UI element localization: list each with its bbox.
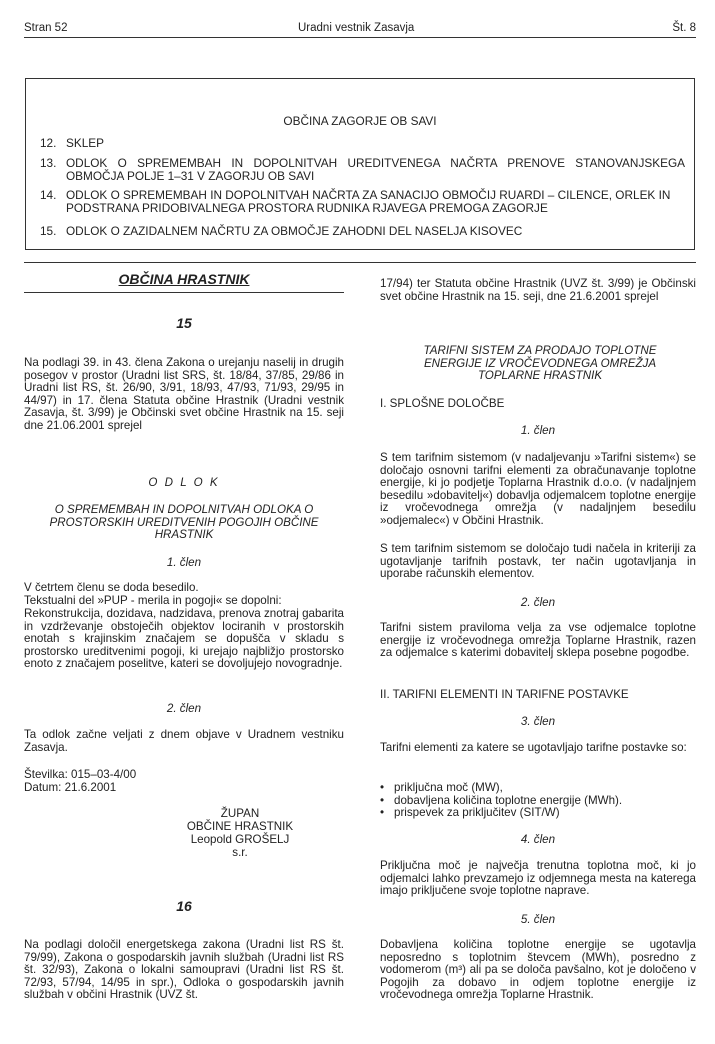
page-header [24, 22, 696, 36]
contents-item [40, 137, 685, 150]
article-text: Priključna moč je največja trenutna toplotna moč, ki jo odjemalci lahko prevzamejo iz odjemnega mesta na katerega imajo priključene svoje toplotne naprave. [380, 859, 696, 898]
article-text: Tarifni elementi za katere se ugotavljajo tarifne postavke so: [380, 741, 687, 754]
act-number: 15 [176, 315, 192, 331]
contents-title: OBČINA ZAGORJE OB SAVI [283, 114, 437, 128]
act-number: 16 [176, 898, 192, 914]
odlok-title: O SPREMEMBAH IN DOPOLNITVAH ODLOKA O PROSTORSKIH UREDITVENIH POGOJIH OBČINE HRASTNIK [49, 503, 319, 542]
article-text: S tem tarifnim sistemom (v nadaljevanju »Tarifni sistem«) se določajo osnovni tarifni elementi za obračunavanje toplotne energije, ki jo podjetje Toplarna Hrastnik d.o.o. (v nadaljnjem besedilu »dobavitelj«) dobavlja odjemalcem toplotne energije iz vročevodnega omrežja (v nadaljnjem besedilu »odjemalec«) v Občini Hrastnik. [380, 451, 696, 527]
municipality-heading: OBČINA HRASTNIK [118, 271, 250, 287]
contents-item [40, 189, 685, 214]
document-date: Datum: 21.6.2001 [24, 781, 117, 794]
tariff-elements-list [380, 782, 696, 820]
section-heading: I. SPLOŠNE DOLOČBE [380, 397, 505, 410]
contents-item [40, 225, 685, 238]
article-text: Dobavljena količina toplotne energije se ugotavlja neposredno s toplotnim števcem (MWh), posredno z vodomerom (m³) ali pa se določa pavšalno, kot je določeno v Pogojih za dobavo in odjem toplotne energije iz vročevodnega omrežja Toplarne Hrastnik. [380, 938, 696, 1002]
section-rule [24, 262, 696, 263]
list-item: • prispevek za priključitev (SIT/W) [380, 807, 696, 820]
signature-office: OBČINE HRASTNIK [186, 820, 294, 833]
article-heading: 1. člen [166, 556, 202, 569]
journal-title: Uradni vestnik Zasavja [298, 22, 415, 34]
intro-paragraph: Na podlagi 39. in 43. člena Zakona o urejanju naselij in drugih posegov v prostor (Uradni list SRS, št. 18/84, 37/85, 29/86 in Uradni list RS, št. 26/90, 3/91, 18/93, 47/93, 71/93, 29/95 in 44/97) in 17. člena Statuta občine Hrastnik (Uradni vestnik Zasavja, št. 3/99) je Občinski svet občine Hrastnik na 15. seji dne 21.06.2001 sprejel [24, 356, 344, 432]
legal-basis-paragraph: Na podlagi določil energetskega zakona (Uradni list RS št. 79/99), Zakona o gospodarskih javnih službah (Uradni list RS št. 32/93), Zakona o lokalni samoupravi (Uradni list RS št. 72/93, 57/94, 14/95 in spr.), Odloka o gospodarskih javnih službah v občini Hrastnik (UVZ št. [24, 938, 344, 1002]
issue-number: Št. 8 [672, 22, 696, 34]
list-item: • dobavljena količina toplotne energije (MWh). [380, 795, 696, 808]
signature-title: ŽUPAN [220, 807, 260, 820]
article-text: V četrtem členu se doda besedilo. [24, 581, 199, 594]
article-heading: 2. člen [166, 702, 202, 715]
municipality-rule [24, 292, 344, 293]
contents-box [25, 78, 695, 250]
document-number: Številka: 015–03-4/00 [24, 768, 137, 781]
header-rule [24, 37, 696, 38]
item-number: 12. [40, 136, 57, 150]
item-text: ODLOK O SPREMEMBAH IN DOPOLNITVAH UREDITVENEGA NAČRTA PRENOVE STANOVANJSKEGA OBMOČJA POLJE 1–31 V ZAGORJU OB SAVI [66, 156, 685, 183]
article-heading: 2. člen [520, 596, 556, 609]
article-text: Ta odlok začne veljati z dnem objave v Uradnem vestniku Zasavja. [24, 728, 344, 754]
article-heading: 5. člen [520, 913, 556, 926]
article-heading: 4. člen [520, 833, 556, 846]
article-heading: 1. člen [520, 424, 556, 437]
article-text: Tarifni sistem praviloma velja za vse odjemalce toplotne energije iz vročevodnega omrežja Toplarne Hrastnik, razen za odjemalce s katerimi dobavitelj sklepa posebne pogodbe. [380, 621, 696, 660]
section-heading: II. TARIFNI ELEMENTI IN TARIFNE POSTAVKE [380, 688, 629, 701]
list-item: • priključna moč (MW), [380, 782, 696, 795]
item-number: 13. [40, 156, 57, 170]
article-heading: 3. člen [520, 715, 556, 728]
signature-name: Leopold GROŠELJ [190, 833, 290, 846]
item-number: 14. [40, 188, 57, 202]
legal-basis-continued: 17/94) ter Statuta občine Hrastnik (UVZ št. 3/99) je Občinski svet občine Hrastnik na 15. seji, dne 21.6.2001 sprejel [380, 277, 696, 303]
article-text: S tem tarifnim sistemom se določajo tudi načela in kriteriji za ugotavljanje tarifnih postavk, ter način ugotavljanja in uporabe računskih elementov. [380, 542, 696, 581]
contents-item [40, 157, 685, 182]
item-text: SKLEP [66, 136, 105, 150]
odlok-heading: O D L O K [148, 476, 220, 489]
tariff-title: TARIFNI SISTEM ZA PRODAJO TOPLOTNE ENERGIJE IZ VROČEVODNEGA OMREŽJA TOPLARNE HRASTNIK [423, 344, 657, 383]
page-number: Stran 52 [24, 22, 68, 34]
item-text: ODLOK O ZAZIDALNEM NAČRTU ZA OBMOČJE ZAHODNI DEL NASELJA KISOVEC [66, 224, 523, 238]
article-text: Rekonstrukcija, dozidava, nadzidava, prenova znotraj gabarita in vzdrževanje obstoječih objektov lociranih v prostorskih enotah s krajinskim značajem se dopušča v skladu s prostorsko ureditvenimi pogoji, ki urejajo najbližjo prostorsko enoto z značajem poselitve, kateri se dovoljujejo novogradnje. [24, 607, 344, 671]
item-text: ODLOK O SPREMEMBAH IN DOPOLNITVAH NAČRTA ZA SANACIJO OBMOČIJ RUARDI – CILENCE, ORLEK IN PODSTRANA PRIDOBIVALNEGA PROSTORA RUDNIKA RJAVEGA PREMOGA ZAGORJE [66, 188, 671, 215]
item-number: 15. [40, 224, 57, 238]
signature-sr: s.r. [232, 846, 248, 859]
article-text: Tekstualni del »PUP - merila in pogoji« se dopolni: [24, 594, 282, 607]
